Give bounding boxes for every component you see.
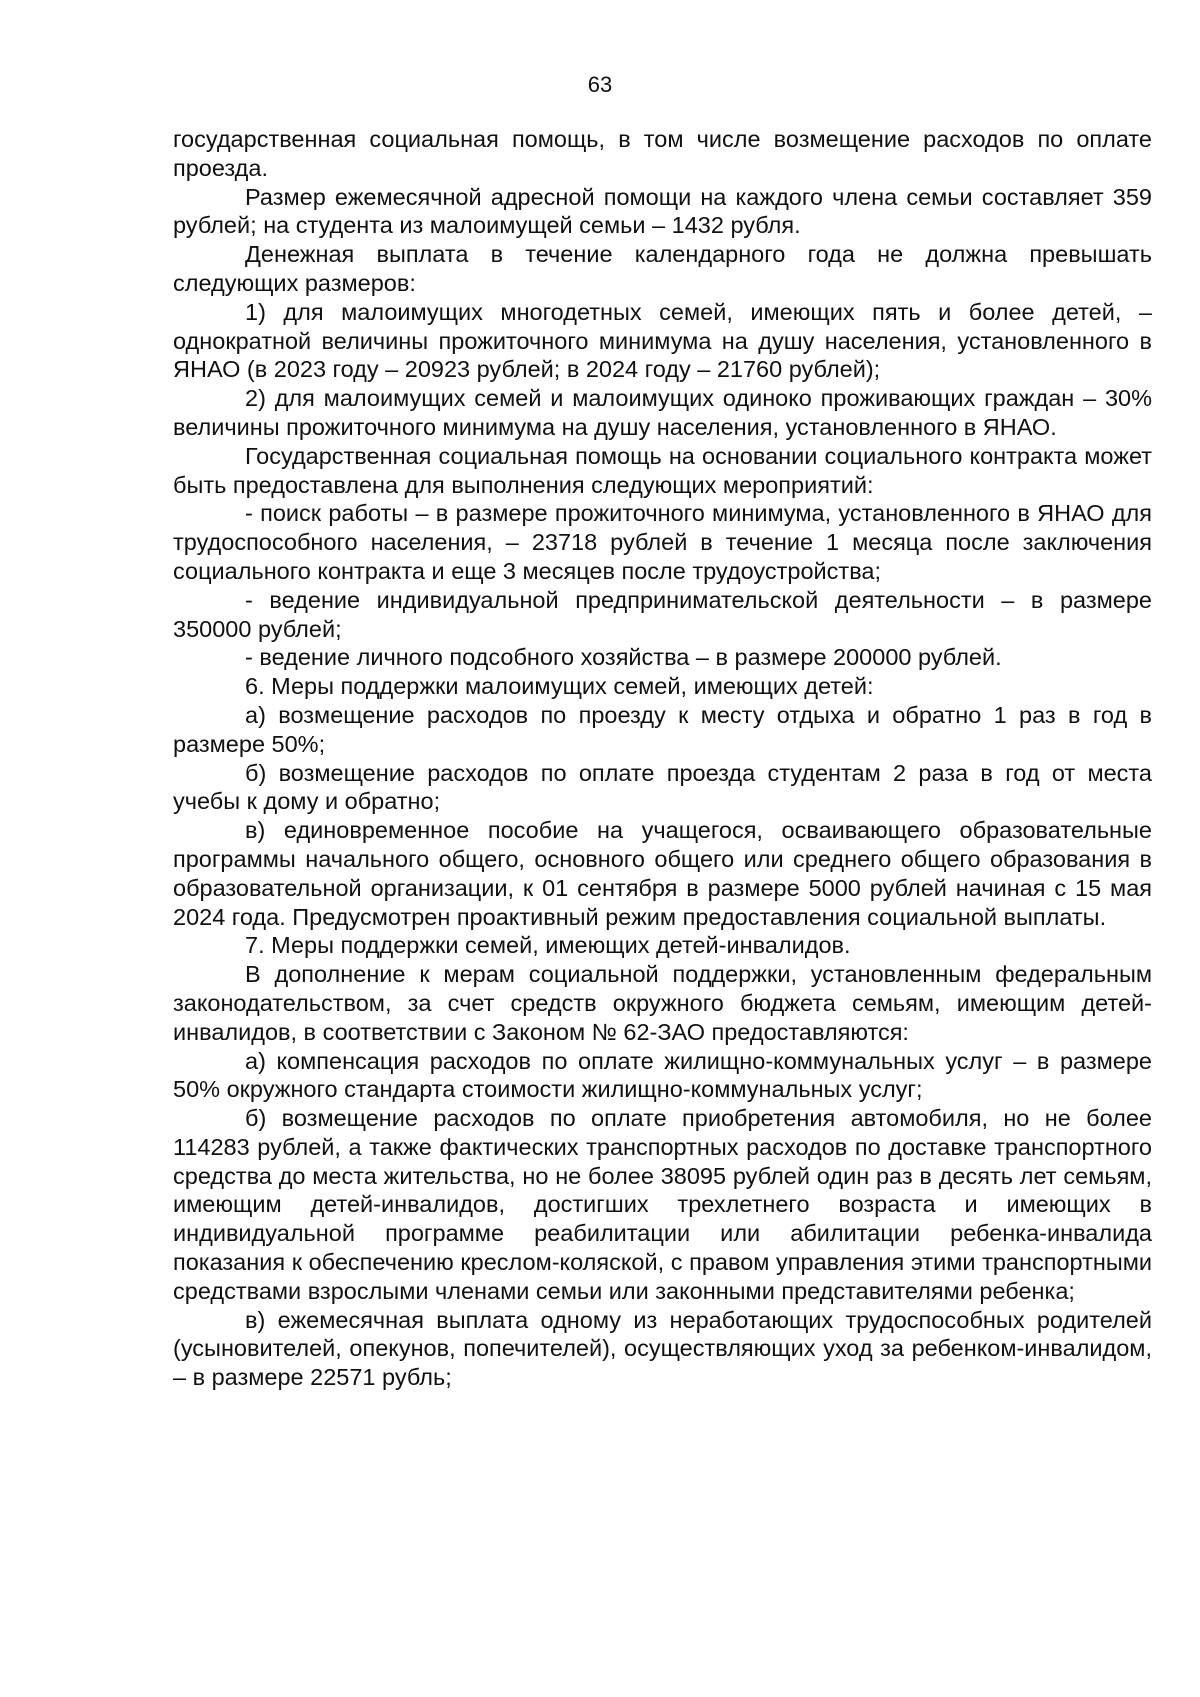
list-item-6a: а) возмещение расходов по проезду к месту отдыха и обратно 1 раз в год в размере 50%;	[173, 701, 1152, 757]
document-body	[173, 125, 1152, 1392]
paragraph-continuation: государственная социальная помощь, в том числе возмещение расходов по оплате проезда.	[173, 126, 1152, 181]
section-heading-7: 7. Меры поддержки семей, имеющих детей-инвалидов.	[245, 932, 851, 959]
page-number: 63	[587, 72, 613, 97]
paragraph-payment-limits: Денежная выплата в течение календарного года не должна превышать следующих размеров:	[173, 241, 1152, 296]
list-item-7a: а) компенсация расходов по оплате жилищно-коммунальных услуг – в размере 50% окружного стандарта стоимости жилищно-коммунальных услуг;	[173, 1047, 1152, 1103]
list-item-low-income-families: 2) для малоимущих семей и малоимущих одиноко проживающих граждан – 30% величины прожиточного минимума на душу населения, установленного в ЯНАО.	[173, 385, 1152, 440]
paragraph-social-contract: Государственная социальная помощь на основании социального контракта может быть предоставлена для выполнения следующих мероприятий:	[173, 442, 1152, 498]
list-item-job-search: - поиск работы – в размере прожиточного минимума, установленного в ЯНАО для трудоспособного населения, – 23718 рублей в течение 1 месяца после заключения социального контракта и еще 3 месяцев после трудоустройства;	[173, 500, 1152, 584]
list-item-7b: б) возмещение расходов по оплате приобретения автомобиля, но не более 114283 рублей, а также фактических транспортных расходов по доставке транспортного средства до места жительства, но не более 38095 рублей один раз в десять лет семьям, имеющим детей-инвалидов, достигших трехлетнего возраста и имеющих в индивидуальной программе реабилитации или абилитации ребенка-инвалида показания к обеспечению креслом-коляской, с правом управления этими транспортными средствами взрослыми членами семьи или законными представителями ребенка;	[173, 1105, 1152, 1304]
list-item-large-families: 1) для малоимущих многодетных семей, имеющих пять и более детей, – однократной величины прожиточного минимума на душу населения, установленного в ЯНАО (в 2023 году – 20923 рублей; в 2024 году – 21760 рублей);	[173, 298, 1152, 383]
paragraph-additional-measures: В дополнение к мерам социальной поддержки, установленным федеральным законодательством, за счет средств окружного бюджета семьям, имеющим детей-инвалидов, в соответствии с Законом № 62-ЗАО предоставляются:	[173, 961, 1152, 1045]
paragraph-monthly-aid-amount: Размер ежемесячной адресной помощи на каждого члена семьи составляет 359 рублей; на студента из малоимущей семьи – 1432 рубля.	[173, 183, 1152, 239]
section-heading-6: 6. Меры поддержки малоимущих семей, имеющих детей:	[245, 673, 874, 700]
list-item-7c: в) ежемесячная выплата одному из неработающих трудоспособных родителей (усыновителей, опекунов, попечителей), осуществляющих уход за ребенком-инвалидом, – в размере 22571 рубль;	[173, 1306, 1152, 1391]
list-item-6b: б) возмещение расходов по оплате проезда студентам 2 раза в год от места учебы к дому и обратно;	[173, 759, 1152, 815]
list-item-6c: в) единовременное пособие на учащегося, осваивающего образовательные программы начального общего, основного общего или среднего общего образования в образовательной организации, к 01 сентября в размере 5000 рублей начиная с 15 мая 2024 года. Предусмотрен проактивный режим предоставления социальной выплаты.	[173, 817, 1152, 930]
list-item-household: - ведение личного подсобного хозяйства – в размере 200000 рублей.	[245, 644, 1002, 671]
list-item-entrepreneurship: - ведение индивидуальной предпринимательской деятельности – в размере 350000 рублей;	[173, 586, 1152, 642]
